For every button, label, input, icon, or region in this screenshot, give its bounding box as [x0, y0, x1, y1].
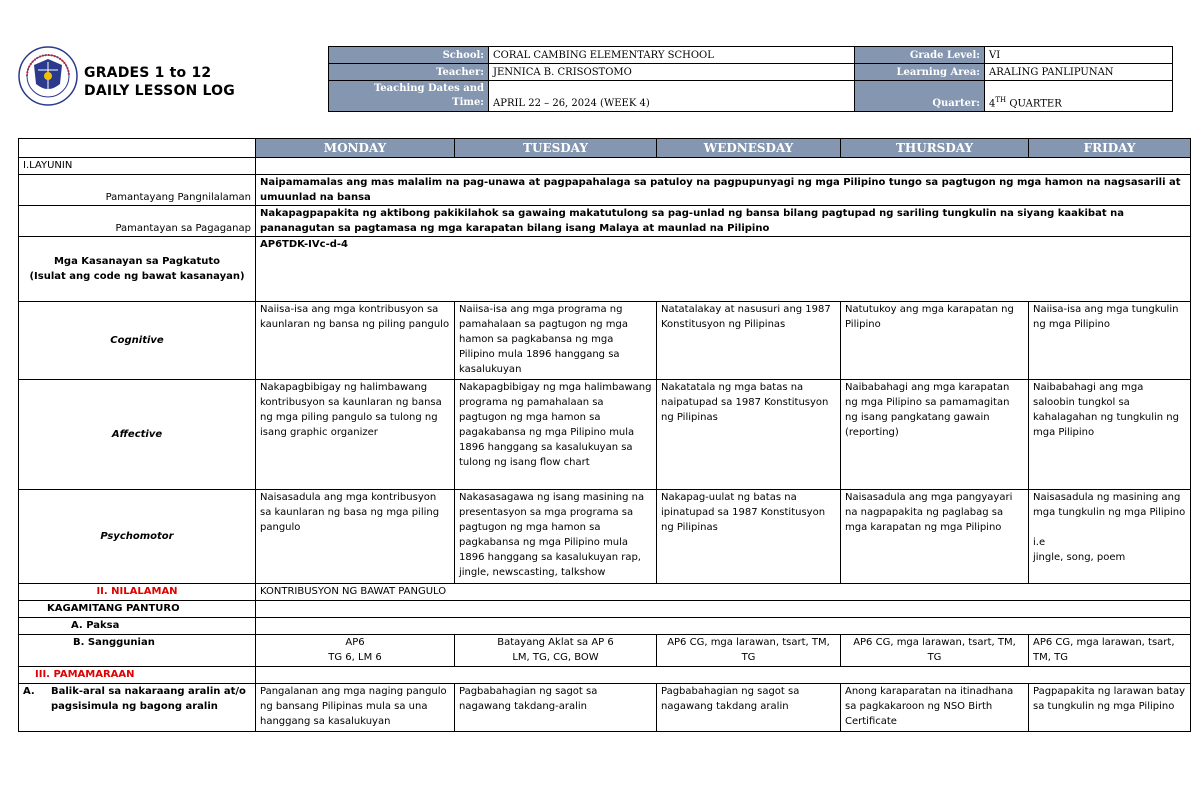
affective-wednesday: Nakatatala ng mga batas na naipatupad sa 1987 Konstitusyon ng Pilipinas	[657, 380, 841, 490]
pamamaraan-label: III. PAMAMARAAN	[19, 667, 256, 684]
sanggunian-label: B. Sanggunian	[19, 635, 256, 667]
balik-aral-monday: Pangalanan ang mga naging pangulo ng bansang Pilipinas mula sa una hanggang sa kasalukuyan	[256, 684, 455, 732]
balik-aral-wednesday: Pagbabahagian ng sagot sa nagawang takdang aralin	[657, 684, 841, 732]
teaching-dates-value: APRIL 22 – 26, 2024 (WEEK 4)	[489, 81, 855, 112]
psychomotor-wednesday: Nakapag-uulat ng batas na ipinatupad sa 1987 Konstitusyon ng Pilipinas	[657, 490, 841, 584]
sanggunian-monday: AP6 TG 6, LM 6	[256, 635, 455, 667]
day-header-monday: MONDAY	[256, 139, 455, 158]
grade-level-value: VI	[985, 47, 1173, 64]
nilalaman-label: II. NILALAMAN	[19, 584, 256, 601]
balik-aral-label	[19, 684, 256, 732]
kasanayan-code: AP6TDK-IVc-d-4	[256, 237, 1191, 302]
cognitive-friday: Naiisa-isa ang mga tungkulin ng mga Pilipino	[1029, 302, 1191, 380]
school-value: CORAL CAMBING ELEMENTARY SCHOOL	[489, 47, 855, 64]
balik-aral-letter: A.	[23, 686, 35, 697]
affective-tuesday: Nakapagbibigay ng mga halimbawang programa ng pamahalaan sa pagtugon ng mga hamon sa pagakabansa ng mga Pilipino mula 1896 hanggang sa kasalukuyan sa tulong ng isang flow chart	[455, 380, 657, 490]
quarter-label: Quarter:	[855, 81, 985, 112]
sanggunian-thursday: AP6 CG, mga larawan, tsart, TM, TG	[841, 635, 1029, 667]
sanggunian-wednesday: AP6 CG, mga larawan, tsart, TM, TG	[657, 635, 841, 667]
cognitive-monday: Naiisa-isa ang mga kontribusyon sa kaunlaran ng bansa ng piling pangulo	[256, 302, 455, 380]
paksa-empty	[256, 618, 1191, 635]
quarter-number: 4	[989, 98, 996, 109]
psychomotor-monday: Naisasadula ang mga kontribusyon sa kaunlaran ng basa ng mga piling pangulo	[256, 490, 455, 584]
pangnilalaman-label: Pamantayang Pangnilalaman	[19, 175, 256, 206]
lesson-log-table	[18, 138, 1191, 732]
pangnilalaman-text: Naipamamalas ang mas malalim na pag-unawa at pagpapahalaga sa patuloy na pagpupunyagi ng mga Pilipino tungo sa pagtugon ng mga hamon na nagsasarili at umuunlad na bansa	[256, 175, 1191, 206]
teacher-value: JENNICA B. CRISOSTOMO	[489, 64, 855, 81]
psychomotor-label: Psychomotor	[19, 490, 256, 584]
affective-monday: Nakapagbibigay ng halimbawang kontribusyon sa kaunlaran ng bansa ng mga piling pangulo sa tulong ng isang graphic organizer	[256, 380, 455, 490]
document-title	[84, 64, 235, 100]
day-header-wednesday: WEDNESDAY	[657, 139, 841, 158]
layunin-empty	[256, 158, 1191, 175]
psychomotor-thursday: Naisasadula ang mga pangyayari na nagpapakita ng paglabag sa mga karapatan ng mga Pilipino	[841, 490, 1029, 584]
pagganap-text: Nakapagpapakita ng aktibong pakikilahok sa gawaing makatutulong sa pag-unlad ng bansa bilang pagtupad ng sariling tungkulin na siyang kaakibat na pananagutan sa pagtamasa ng mga karapatan bilang isang Malaya at maunlad na Pilipino	[256, 206, 1191, 237]
cognitive-thursday: Natutukoy ang mga karapatan ng Pilipino	[841, 302, 1029, 380]
nilalaman-text: KONTRIBUSYON NG BAWAT PANGULO	[256, 584, 1191, 601]
day-header-friday: FRIDAY	[1029, 139, 1191, 158]
sanggunian-friday: AP6 CG, mga larawan, tsart, TM, TG	[1029, 635, 1191, 667]
kasanayan-label-line1: Mga Kasanayan sa Pagkatuto	[53, 256, 221, 267]
teacher-label: Teacher:	[329, 64, 489, 81]
title-line-2: DAILY LESSON LOG	[84, 83, 235, 99]
corner-cell	[19, 139, 256, 158]
learning-area-value: ARALING PANLIPUNAN	[985, 64, 1173, 81]
deped-seal-logo	[18, 46, 78, 106]
cognitive-tuesday: Naiisa-isa ang mga programa ng pamahalaan sa pagtugon ng mga hamon sa pagkabansa ng mga Pilipino mula 1896 hanggang sa kasalukuyan	[455, 302, 657, 380]
day-header-tuesday: TUESDAY	[455, 139, 657, 158]
affective-label: Affective	[19, 380, 256, 490]
affective-thursday: Naibabahagi ang mga karapatan ng mga Pilipino sa pamamagitan ng isang pangkatang gawain (reporting)	[841, 380, 1029, 490]
psychomotor-friday: Naisasadula ng masining ang mga tungkulin ng mga Pilipino i.e jingle, song, poem	[1029, 490, 1191, 584]
learning-area-label: Learning Area:	[855, 64, 985, 81]
pagganap-label: Pamantayan sa Pagaganap	[19, 206, 256, 237]
paksa-label: A. Paksa	[19, 618, 256, 635]
kagamitan-label: KAGAMITANG PANTURO	[19, 601, 256, 618]
quarter-text: QUARTER	[1006, 98, 1062, 109]
balik-aral-thursday: Anong karaparatan na itinadhana sa pagkakaroon ng NSO Birth Certificate	[841, 684, 1029, 732]
grade-level-label: Grade Level:	[855, 47, 985, 64]
cognitive-label: Cognitive	[19, 302, 256, 380]
balik-aral-friday: Pagpapakita ng larawan batay sa tungkulin ng mga Pilipino	[1029, 684, 1191, 732]
pamamaraan-empty	[256, 667, 1191, 684]
day-header-thursday: THURSDAY	[841, 139, 1029, 158]
quarter-suffix: TH	[995, 95, 1007, 104]
teaching-dates-label	[329, 81, 489, 112]
affective-friday: Naibabahagi ang mga saloobin tungkol sa kahalagahan ng tungkulin ng mga Pilipino	[1029, 380, 1191, 490]
quarter-value	[985, 81, 1173, 112]
kasanayan-label	[19, 237, 256, 302]
cognitive-wednesday: Natatalakay at nasusuri ang 1987 Konstitusyon ng Pilipinas	[657, 302, 841, 380]
school-label: School:	[329, 47, 489, 64]
kasanayan-label-line2: (Isulat ang code ng bawat kasanayan)	[29, 271, 245, 282]
balik-aral-tuesday: Pagbabahagian ng sagot sa nagawang takdang-aralin	[455, 684, 657, 732]
header-info-table	[328, 46, 1173, 112]
teaching-dates-label-text: Teaching Dates and Time:	[373, 83, 484, 108]
layunin-heading: I.LAYUNIN	[19, 158, 256, 175]
psychomotor-tuesday: Nakasasagawa ng isang masining na presentasyon sa mga programa sa pagtugon ng mga hamon sa pagkabansa ng mga Pilipino mula 1896 hanggang sa kasalukuyan rap, jingle, newscasting, talkshow	[455, 490, 657, 584]
balik-aral-text: Balik-aral sa nakaraang aralin at/o pagsisimula ng bagong aralin	[51, 686, 246, 712]
title-line-1: GRADES 1 to 12	[84, 65, 212, 81]
kagamitan-empty	[256, 601, 1191, 618]
sanggunian-tuesday: Batayang Aklat sa AP 6 LM, TG, CG, BOW	[455, 635, 657, 667]
